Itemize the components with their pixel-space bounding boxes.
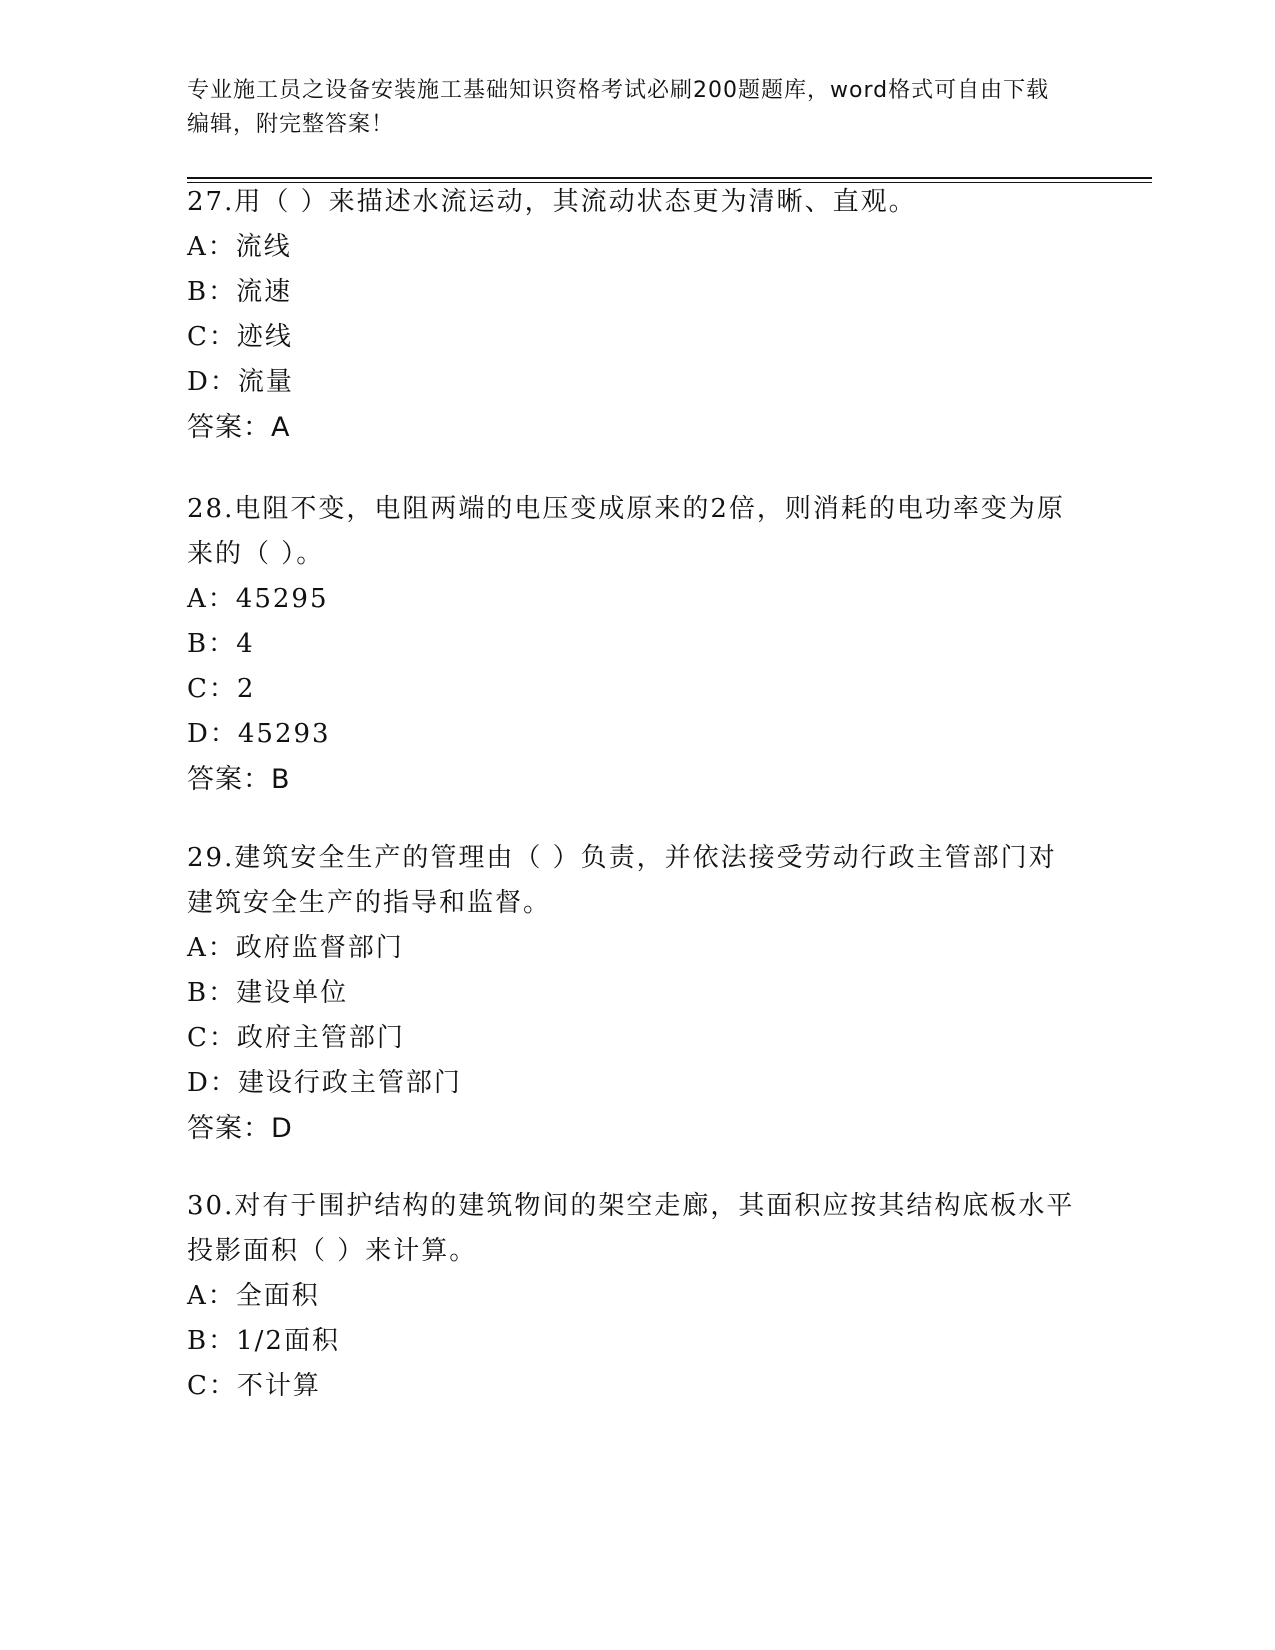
option-letter: B： [187, 629, 237, 659]
option-text: 2 [236, 674, 256, 704]
option-c [187, 667, 1077, 712]
question-29 [187, 836, 1077, 1151]
option-letter: A： [187, 232, 236, 262]
header-divider-thick [187, 177, 1152, 179]
question-27 [187, 180, 1077, 450]
option-c [187, 1364, 1077, 1409]
option-letter: B： [187, 277, 237, 307]
option-text: 政府监督部门 [235, 933, 404, 963]
option-d [187, 712, 1077, 757]
option-text: 流线 [235, 232, 292, 262]
question-30 [187, 1184, 1077, 1409]
answer-line: 答案：B [187, 764, 291, 795]
option-letter: C： [187, 1371, 237, 1401]
option-d [187, 360, 1077, 405]
option-d [187, 1061, 1077, 1106]
option-letter: A： [187, 933, 236, 963]
question-stem [187, 1184, 1077, 1274]
option-c [187, 315, 1077, 360]
answer-line: 答案：A [187, 412, 291, 443]
question-text: 用（ ）来描述水流运动，其流动状态更为清晰、直观。 [234, 187, 917, 217]
option-b [187, 622, 1077, 667]
option-a [187, 1274, 1077, 1319]
option-text: 45293 [237, 719, 331, 749]
option-letter: D： [187, 719, 238, 749]
option-letter: A： [187, 584, 236, 614]
question-28 [187, 487, 1077, 802]
option-letter: C： [187, 1023, 237, 1053]
question-number: 29. [187, 843, 235, 873]
option-text: 全面积 [235, 1281, 320, 1311]
option-text: 流量 [237, 367, 294, 397]
option-b [187, 270, 1077, 315]
question-stem [187, 836, 1077, 926]
option-text: 流速 [236, 277, 293, 307]
question-number: 28. [187, 494, 235, 524]
option-text: 政府主管部门 [236, 1023, 405, 1053]
option-letter: A： [187, 1281, 236, 1311]
option-text: 4 [236, 629, 255, 659]
question-text: 对有于围护结构的建筑物间的架空走廊，其面积应按其结构底板水平投影面积（ ）来计算。 [187, 1191, 1075, 1266]
option-letter: C： [187, 674, 237, 704]
option-text: 不计算 [236, 1371, 321, 1401]
option-c [187, 1016, 1077, 1061]
option-letter: D： [187, 1068, 238, 1098]
document-header: 专业施工员之设备安装施工基础知识资格考试必刷200题题库，word格式可自由下载编辑，附完整答案！ [187, 78, 1050, 137]
option-text: 建设行政主管部门 [237, 1068, 462, 1098]
option-b [187, 1319, 1077, 1364]
option-letter: B： [187, 978, 237, 1008]
option-a [187, 225, 1077, 270]
question-stem [187, 180, 1077, 225]
option-b [187, 971, 1077, 1016]
option-a [187, 926, 1077, 971]
option-text: 45295 [235, 584, 329, 614]
question-stem [187, 487, 1077, 577]
option-letter: C： [187, 322, 237, 352]
question-number: 27. [187, 187, 235, 217]
option-text: 1/2面积 [236, 1326, 340, 1356]
option-text: 迹线 [236, 322, 293, 352]
option-letter: D： [187, 367, 238, 397]
question-text: 建筑安全生产的管理由（ ）负责，并依法接受劳动行政主管部门对建筑安全生产的指导和监督。 [187, 843, 1057, 918]
question-text: 电阻不变，电阻两端的电压变成原来的2倍，则消耗的电功率变为原来的（ ）。 [187, 494, 1065, 569]
answer-line: 答案：D [187, 1113, 293, 1144]
option-letter: B： [187, 1326, 237, 1356]
option-text: 建设单位 [236, 978, 349, 1008]
option-a [187, 577, 1077, 622]
question-number: 30. [187, 1191, 235, 1221]
